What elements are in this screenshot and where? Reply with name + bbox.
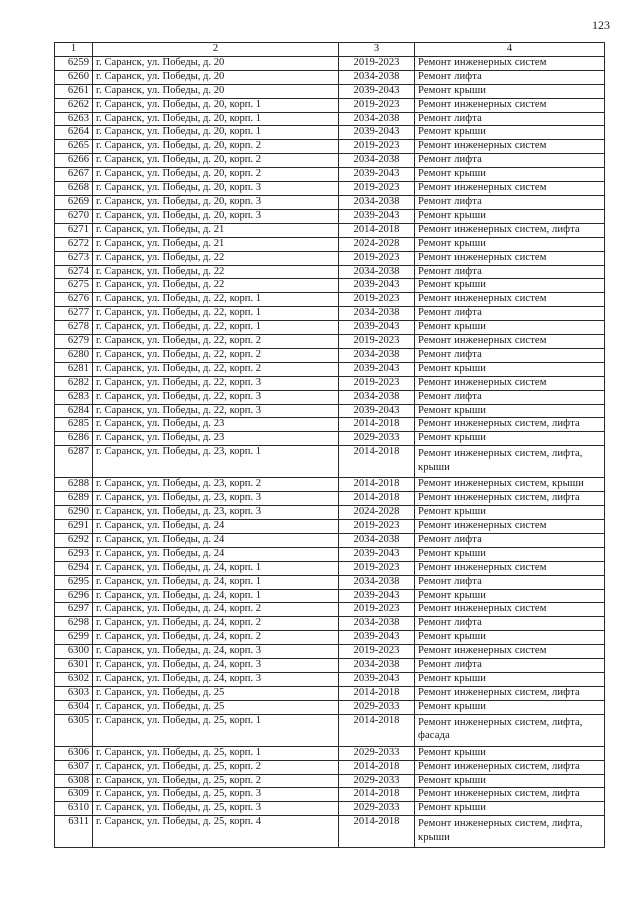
row-address: г. Саранск, ул. Победы, д. 21 bbox=[93, 223, 339, 237]
row-work-type: Ремонт инженерных систем bbox=[415, 182, 605, 196]
table-row bbox=[55, 223, 605, 237]
row-period: 2019-2023 bbox=[339, 293, 415, 307]
row-number: 6293 bbox=[55, 547, 93, 561]
row-work-type: Ремонт инженерных систем bbox=[415, 561, 605, 575]
row-period: 2034-2038 bbox=[339, 195, 415, 209]
table-row bbox=[55, 362, 605, 376]
row-number: 6278 bbox=[55, 321, 93, 335]
row-address: г. Саранск, ул. Победы, д. 25 bbox=[93, 686, 339, 700]
row-work-type: Ремонт крыши bbox=[415, 321, 605, 335]
row-address: г. Саранск, ул. Победы, д. 20, корп. 2 bbox=[93, 140, 339, 154]
row-address: г. Саранск, ул. Победы, д. 23, корп. 2 bbox=[93, 478, 339, 492]
row-number: 6309 bbox=[55, 788, 93, 802]
row-address: г. Саранск, ул. Победы, д. 23 bbox=[93, 418, 339, 432]
row-period: 2029-2033 bbox=[339, 746, 415, 760]
row-address: г. Саранск, ул. Победы, д. 20 bbox=[93, 56, 339, 70]
row-address: г. Саранск, ул. Победы, д. 22, корп. 3 bbox=[93, 404, 339, 418]
row-address: г. Саранск, ул. Победы, д. 24 bbox=[93, 533, 339, 547]
row-work-type: Ремонт инженерных систем, крыши bbox=[415, 478, 605, 492]
row-number: 6266 bbox=[55, 154, 93, 168]
table-row bbox=[55, 686, 605, 700]
page-number: 123 bbox=[592, 18, 610, 32]
header-row bbox=[55, 43, 605, 57]
row-work-type: Ремонт инженерных систем, лифта bbox=[415, 223, 605, 237]
table-row bbox=[55, 209, 605, 223]
row-address: г. Саранск, ул. Победы, д. 24, корп. 3 bbox=[93, 659, 339, 673]
row-period: 2039-2043 bbox=[339, 279, 415, 293]
row-number: 6307 bbox=[55, 760, 93, 774]
row-work-type: Ремонт инженерных систем bbox=[415, 98, 605, 112]
row-number: 6260 bbox=[55, 70, 93, 84]
row-period: 2014-2018 bbox=[339, 223, 415, 237]
row-number: 6311 bbox=[55, 816, 93, 848]
row-number: 6310 bbox=[55, 802, 93, 816]
row-work-type: Ремонт крыши bbox=[415, 774, 605, 788]
row-period: 2014-2018 bbox=[339, 686, 415, 700]
row-period: 2039-2043 bbox=[339, 404, 415, 418]
row-address: г. Саранск, ул. Победы, д. 20 bbox=[93, 84, 339, 98]
row-period: 2019-2023 bbox=[339, 182, 415, 196]
table-row bbox=[55, 659, 605, 673]
row-period: 2024-2028 bbox=[339, 237, 415, 251]
header-col-3: 3 bbox=[339, 43, 415, 57]
row-work-type: Ремонт инженерных систем, лифта bbox=[415, 788, 605, 802]
table-row bbox=[55, 335, 605, 349]
row-address: г. Саранск, ул. Победы, д. 20 bbox=[93, 70, 339, 84]
row-work-type: Ремонт крыши bbox=[415, 506, 605, 520]
row-address: г. Саранск, ул. Победы, д. 24, корп. 3 bbox=[93, 645, 339, 659]
table-row bbox=[55, 432, 605, 446]
row-number: 6268 bbox=[55, 182, 93, 196]
row-address: г. Саранск, ул. Победы, д. 20, корп. 1 bbox=[93, 98, 339, 112]
table-row bbox=[55, 492, 605, 506]
row-number: 6289 bbox=[55, 492, 93, 506]
row-number: 6297 bbox=[55, 603, 93, 617]
row-address: г. Саранск, ул. Победы, д. 22, корп. 3 bbox=[93, 390, 339, 404]
row-period: 2039-2043 bbox=[339, 362, 415, 376]
row-address: г. Саранск, ул. Победы, д. 25, корп. 2 bbox=[93, 774, 339, 788]
row-work-type: Ремонт лифта bbox=[415, 617, 605, 631]
row-number: 6261 bbox=[55, 84, 93, 98]
row-number: 6285 bbox=[55, 418, 93, 432]
row-work-type: Ремонт инженерных систем, лифта bbox=[415, 418, 605, 432]
row-address: г. Саранск, ул. Победы, д. 22, корп. 3 bbox=[93, 376, 339, 390]
row-address: г. Саранск, ул. Победы, д. 20, корп. 2 bbox=[93, 168, 339, 182]
row-period: 2019-2023 bbox=[339, 520, 415, 534]
row-work-type: Ремонт крыши bbox=[415, 589, 605, 603]
row-number: 6298 bbox=[55, 617, 93, 631]
row-period: 2039-2043 bbox=[339, 631, 415, 645]
row-address: г. Саранск, ул. Победы, д. 23 bbox=[93, 432, 339, 446]
row-work-type: Ремонт крыши bbox=[415, 237, 605, 251]
row-period: 2034-2038 bbox=[339, 390, 415, 404]
row-period: 2019-2023 bbox=[339, 335, 415, 349]
table-row bbox=[55, 617, 605, 631]
row-period: 2019-2023 bbox=[339, 603, 415, 617]
row-number: 6270 bbox=[55, 209, 93, 223]
row-number: 6301 bbox=[55, 659, 93, 673]
table-row bbox=[55, 816, 605, 848]
row-address: г. Саранск, ул. Победы, д. 22, корп. 1 bbox=[93, 307, 339, 321]
table-row bbox=[55, 168, 605, 182]
row-address: г. Саранск, ул. Победы, д. 22 bbox=[93, 279, 339, 293]
table-row bbox=[55, 321, 605, 335]
row-address: г. Саранск, ул. Победы, д. 20, корп. 3 bbox=[93, 182, 339, 196]
row-work-type: Ремонт крыши bbox=[415, 802, 605, 816]
row-address: г. Саранск, ул. Победы, д. 24 bbox=[93, 547, 339, 561]
row-number: 6290 bbox=[55, 506, 93, 520]
row-period: 2039-2043 bbox=[339, 84, 415, 98]
row-address: г. Саранск, ул. Победы, д. 25, корп. 2 bbox=[93, 760, 339, 774]
row-period: 2034-2038 bbox=[339, 154, 415, 168]
table-row bbox=[55, 603, 605, 617]
table-row bbox=[55, 404, 605, 418]
row-work-type: Ремонт инженерных систем, лифта, крыши bbox=[415, 446, 605, 478]
row-address: г. Саранск, ул. Победы, д. 24 bbox=[93, 520, 339, 534]
table-row bbox=[55, 126, 605, 140]
row-address: г. Саранск, ул. Победы, д. 22, корп. 1 bbox=[93, 321, 339, 335]
row-work-type: Ремонт инженерных систем bbox=[415, 56, 605, 70]
table-row bbox=[55, 446, 605, 478]
row-work-type: Ремонт крыши bbox=[415, 126, 605, 140]
row-period: 2034-2038 bbox=[339, 112, 415, 126]
row-work-type: Ремонт инженерных систем bbox=[415, 376, 605, 390]
row-period: 2034-2038 bbox=[339, 348, 415, 362]
row-number: 6306 bbox=[55, 746, 93, 760]
row-work-type: Ремонт инженерных систем bbox=[415, 520, 605, 534]
table-row bbox=[55, 575, 605, 589]
row-period: 2019-2023 bbox=[339, 140, 415, 154]
header-col-2: 2 bbox=[93, 43, 339, 57]
row-work-type: Ремонт крыши bbox=[415, 168, 605, 182]
row-work-type: Ремонт крыши bbox=[415, 746, 605, 760]
row-work-type: Ремонт инженерных систем bbox=[415, 603, 605, 617]
table-row bbox=[55, 265, 605, 279]
row-work-type: Ремонт крыши bbox=[415, 672, 605, 686]
row-work-type: Ремонт инженерных систем, лифта bbox=[415, 760, 605, 774]
row-period: 2019-2023 bbox=[339, 98, 415, 112]
row-address: г. Саранск, ул. Победы, д. 24, корп. 1 bbox=[93, 561, 339, 575]
row-address: г. Саранск, ул. Победы, д. 22 bbox=[93, 251, 339, 265]
row-address: г. Саранск, ул. Победы, д. 25 bbox=[93, 700, 339, 714]
table-row bbox=[55, 520, 605, 534]
header-col-4: 4 bbox=[415, 43, 605, 57]
table-row bbox=[55, 631, 605, 645]
row-address: г. Саранск, ул. Победы, д. 22, корп. 2 bbox=[93, 362, 339, 376]
row-work-type: Ремонт крыши bbox=[415, 84, 605, 98]
row-work-type: Ремонт инженерных систем bbox=[415, 645, 605, 659]
row-period: 2029-2033 bbox=[339, 774, 415, 788]
row-address: г. Саранск, ул. Победы, д. 25, корп. 3 bbox=[93, 802, 339, 816]
row-work-type: Ремонт лифта bbox=[415, 307, 605, 321]
table-row bbox=[55, 376, 605, 390]
row-number: 6305 bbox=[55, 714, 93, 746]
row-work-type: Ремонт крыши bbox=[415, 432, 605, 446]
table-row bbox=[55, 70, 605, 84]
row-work-type: Ремонт инженерных систем, лифта bbox=[415, 492, 605, 506]
row-address: г. Саранск, ул. Победы, д. 25, корп. 4 bbox=[93, 816, 339, 848]
row-period: 2019-2023 bbox=[339, 561, 415, 575]
row-address: г. Саранск, ул. Победы, д. 25, корп. 3 bbox=[93, 788, 339, 802]
table-row bbox=[55, 714, 605, 746]
row-number: 6288 bbox=[55, 478, 93, 492]
row-number: 6287 bbox=[55, 446, 93, 478]
row-period: 2019-2023 bbox=[339, 251, 415, 265]
row-period: 2039-2043 bbox=[339, 321, 415, 335]
row-number: 6300 bbox=[55, 645, 93, 659]
row-address: г. Саранск, ул. Победы, д. 24, корп. 1 bbox=[93, 575, 339, 589]
table-row bbox=[55, 112, 605, 126]
row-number: 6284 bbox=[55, 404, 93, 418]
row-work-type: Ремонт инженерных систем, лифта bbox=[415, 686, 605, 700]
table-row bbox=[55, 390, 605, 404]
row-number: 6304 bbox=[55, 700, 93, 714]
row-work-type: Ремонт лифта bbox=[415, 195, 605, 209]
row-work-type: Ремонт лифта bbox=[415, 533, 605, 547]
row-address: г. Саранск, ул. Победы, д. 24, корп. 1 bbox=[93, 589, 339, 603]
table-row bbox=[55, 182, 605, 196]
row-number: 6299 bbox=[55, 631, 93, 645]
row-number: 6296 bbox=[55, 589, 93, 603]
row-number: 6292 bbox=[55, 533, 93, 547]
row-work-type: Ремонт инженерных систем, лифта, фасада bbox=[415, 714, 605, 746]
row-work-type: Ремонт лифта bbox=[415, 659, 605, 673]
row-address: г. Саранск, ул. Победы, д. 20, корп. 1 bbox=[93, 112, 339, 126]
table-row bbox=[55, 760, 605, 774]
row-number: 6276 bbox=[55, 293, 93, 307]
row-number: 6262 bbox=[55, 98, 93, 112]
row-work-type: Ремонт крыши bbox=[415, 631, 605, 645]
row-period: 2034-2038 bbox=[339, 575, 415, 589]
row-work-type: Ремонт инженерных систем bbox=[415, 251, 605, 265]
table-row bbox=[55, 293, 605, 307]
row-number: 6291 bbox=[55, 520, 93, 534]
table-row bbox=[55, 746, 605, 760]
row-work-type: Ремонт инженерных систем, лифта, крыши bbox=[415, 816, 605, 848]
row-work-type: Ремонт крыши bbox=[415, 547, 605, 561]
row-number: 6282 bbox=[55, 376, 93, 390]
table-row bbox=[55, 237, 605, 251]
table-row bbox=[55, 418, 605, 432]
row-address: г. Саранск, ул. Победы, д. 22, корп. 2 bbox=[93, 335, 339, 349]
row-number: 6259 bbox=[55, 56, 93, 70]
table-row bbox=[55, 348, 605, 362]
row-period: 2034-2038 bbox=[339, 70, 415, 84]
row-number: 6267 bbox=[55, 168, 93, 182]
table-row bbox=[55, 56, 605, 70]
row-number: 6273 bbox=[55, 251, 93, 265]
row-period: 2034-2038 bbox=[339, 617, 415, 631]
row-period: 2039-2043 bbox=[339, 589, 415, 603]
row-number: 6286 bbox=[55, 432, 93, 446]
row-work-type: Ремонт инженерных систем bbox=[415, 335, 605, 349]
row-number: 6272 bbox=[55, 237, 93, 251]
row-work-type: Ремонт крыши bbox=[415, 209, 605, 223]
row-period: 2014-2018 bbox=[339, 760, 415, 774]
table-row bbox=[55, 506, 605, 520]
row-work-type: Ремонт лифта bbox=[415, 70, 605, 84]
row-address: г. Саранск, ул. Победы, д. 20, корп. 3 bbox=[93, 209, 339, 223]
row-address: г. Саранск, ул. Победы, д. 23, корп. 3 bbox=[93, 492, 339, 506]
row-period: 2014-2018 bbox=[339, 816, 415, 848]
row-number: 6295 bbox=[55, 575, 93, 589]
row-number: 6303 bbox=[55, 686, 93, 700]
row-period: 2019-2023 bbox=[339, 56, 415, 70]
header-col-1: 1 bbox=[55, 43, 93, 57]
row-work-type: Ремонт лифта bbox=[415, 265, 605, 279]
row-period: 2014-2018 bbox=[339, 492, 415, 506]
row-period: 2039-2043 bbox=[339, 126, 415, 140]
row-period: 2029-2033 bbox=[339, 432, 415, 446]
row-address: г. Саранск, ул. Победы, д. 22, корп. 1 bbox=[93, 293, 339, 307]
row-address: г. Саранск, ул. Победы, д. 20, корп. 2 bbox=[93, 154, 339, 168]
table-row bbox=[55, 788, 605, 802]
row-work-type: Ремонт крыши bbox=[415, 279, 605, 293]
row-number: 6271 bbox=[55, 223, 93, 237]
row-number: 6280 bbox=[55, 348, 93, 362]
table-body bbox=[55, 56, 605, 847]
row-period: 2034-2038 bbox=[339, 659, 415, 673]
table-row bbox=[55, 547, 605, 561]
row-number: 6269 bbox=[55, 195, 93, 209]
table-row bbox=[55, 307, 605, 321]
table-row bbox=[55, 251, 605, 265]
row-address: г. Саранск, ул. Победы, д. 22 bbox=[93, 265, 339, 279]
row-number: 6277 bbox=[55, 307, 93, 321]
row-number: 6275 bbox=[55, 279, 93, 293]
table-row bbox=[55, 154, 605, 168]
row-period: 2034-2038 bbox=[339, 533, 415, 547]
table-row bbox=[55, 700, 605, 714]
table-row bbox=[55, 802, 605, 816]
row-address: г. Саранск, ул. Победы, д. 23, корп. 3 bbox=[93, 506, 339, 520]
table-row bbox=[55, 672, 605, 686]
table-row bbox=[55, 98, 605, 112]
row-address: г. Саранск, ул. Победы, д. 25, корп. 1 bbox=[93, 746, 339, 760]
row-period: 2014-2018 bbox=[339, 446, 415, 478]
row-period: 2029-2033 bbox=[339, 700, 415, 714]
table-row bbox=[55, 589, 605, 603]
row-address: г. Саранск, ул. Победы, д. 22, корп. 2 bbox=[93, 348, 339, 362]
row-address: г. Саранск, ул. Победы, д. 25, корп. 1 bbox=[93, 714, 339, 746]
row-period: 2034-2038 bbox=[339, 307, 415, 321]
row-number: 6283 bbox=[55, 390, 93, 404]
row-address: г. Саранск, ул. Победы, д. 20, корп. 1 bbox=[93, 126, 339, 140]
row-work-type: Ремонт лифта bbox=[415, 348, 605, 362]
row-period: 2024-2028 bbox=[339, 506, 415, 520]
row-period: 2039-2043 bbox=[339, 209, 415, 223]
row-period: 2034-2038 bbox=[339, 265, 415, 279]
row-work-type: Ремонт лифта bbox=[415, 154, 605, 168]
row-number: 6302 bbox=[55, 672, 93, 686]
row-period: 2014-2018 bbox=[339, 478, 415, 492]
row-address: г. Саранск, ул. Победы, д. 23, корп. 1 bbox=[93, 446, 339, 478]
row-number: 6274 bbox=[55, 265, 93, 279]
row-work-type: Ремонт инженерных систем bbox=[415, 293, 605, 307]
table-header bbox=[55, 43, 605, 57]
repair-schedule-table bbox=[54, 42, 605, 848]
row-work-type: Ремонт крыши bbox=[415, 700, 605, 714]
row-work-type: Ремонт лифта bbox=[415, 390, 605, 404]
row-number: 6265 bbox=[55, 140, 93, 154]
row-work-type: Ремонт лифта bbox=[415, 112, 605, 126]
row-number: 6264 bbox=[55, 126, 93, 140]
row-period: 2019-2023 bbox=[339, 376, 415, 390]
row-address: г. Саранск, ул. Победы, д. 21 bbox=[93, 237, 339, 251]
row-address: г. Саранск, ул. Победы, д. 24, корп. 2 bbox=[93, 617, 339, 631]
row-address: г. Саранск, ул. Победы, д. 24, корп. 2 bbox=[93, 603, 339, 617]
row-period: 2014-2018 bbox=[339, 788, 415, 802]
row-work-type: Ремонт крыши bbox=[415, 362, 605, 376]
row-address: г. Саранск, ул. Победы, д. 24, корп. 2 bbox=[93, 631, 339, 645]
table-row bbox=[55, 478, 605, 492]
row-number: 6279 bbox=[55, 335, 93, 349]
row-address: г. Саранск, ул. Победы, д. 20, корп. 3 bbox=[93, 195, 339, 209]
row-period: 2014-2018 bbox=[339, 418, 415, 432]
table-row bbox=[55, 84, 605, 98]
row-number: 6263 bbox=[55, 112, 93, 126]
row-period: 2014-2018 bbox=[339, 714, 415, 746]
table-row bbox=[55, 279, 605, 293]
row-number: 6308 bbox=[55, 774, 93, 788]
row-period: 2039-2043 bbox=[339, 672, 415, 686]
row-number: 6281 bbox=[55, 362, 93, 376]
row-work-type: Ремонт крыши bbox=[415, 404, 605, 418]
row-period: 2039-2043 bbox=[339, 547, 415, 561]
table-row bbox=[55, 195, 605, 209]
row-address: г. Саранск, ул. Победы, д. 24, корп. 3 bbox=[93, 672, 339, 686]
row-work-type: Ремонт лифта bbox=[415, 575, 605, 589]
table-row bbox=[55, 140, 605, 154]
row-period: 2029-2033 bbox=[339, 802, 415, 816]
row-period: 2039-2043 bbox=[339, 168, 415, 182]
table-row bbox=[55, 645, 605, 659]
table-row bbox=[55, 774, 605, 788]
row-period: 2019-2023 bbox=[339, 645, 415, 659]
table-row bbox=[55, 533, 605, 547]
row-work-type: Ремонт инженерных систем bbox=[415, 140, 605, 154]
row-number: 6294 bbox=[55, 561, 93, 575]
table-row bbox=[55, 561, 605, 575]
